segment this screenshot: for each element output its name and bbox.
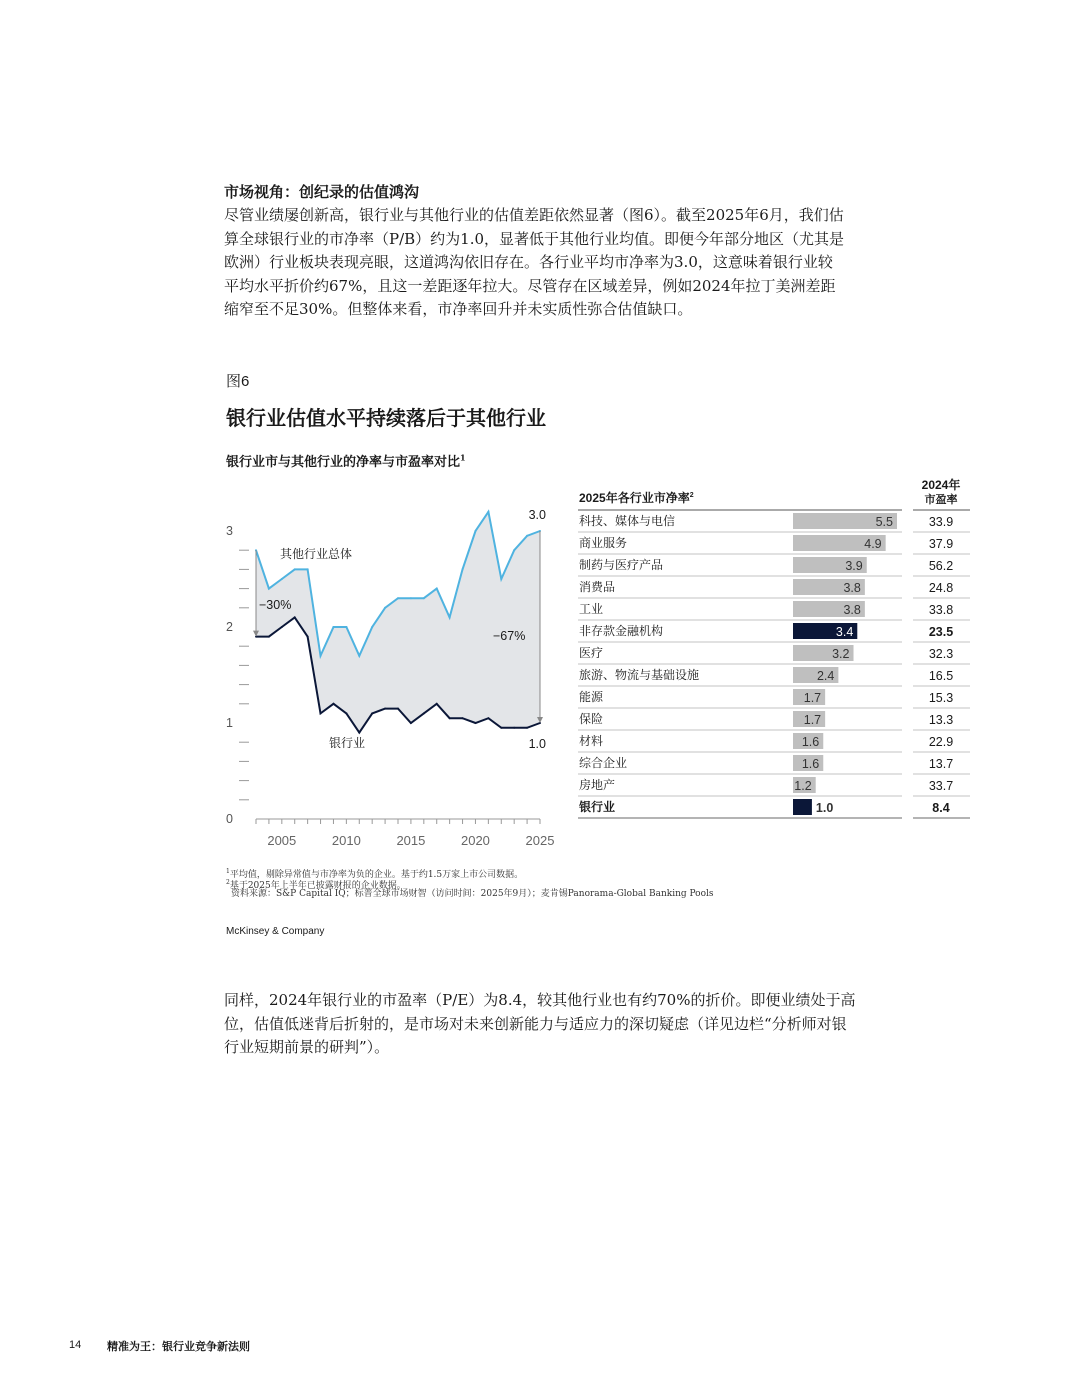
pb-value-label: 1.6 bbox=[801, 735, 820, 749]
annotation-minus-67: −67% bbox=[493, 629, 526, 643]
row-label: 能源 bbox=[579, 690, 604, 704]
figure-subtitle bbox=[226, 451, 466, 470]
pe-value: 56.2 bbox=[928, 559, 954, 573]
x-tick-label: 2025 bbox=[525, 833, 555, 848]
bank-point bbox=[384, 708, 386, 710]
row-label: 制药与医疗产品 bbox=[579, 558, 664, 572]
pe-value: 37.9 bbox=[928, 537, 954, 551]
pb-value-label: 3.2 bbox=[832, 647, 850, 661]
footnote-source: 资料来源：S&P Capital IQ；标普全球市场财智（访问时间：2025年9月）；麦肯锡Panorama-Global Banking Pools bbox=[231, 889, 714, 899]
row-label: 材料 bbox=[579, 734, 604, 748]
pe-value: 24.8 bbox=[928, 581, 954, 595]
table-row bbox=[578, 711, 970, 730]
bank-point bbox=[397, 708, 399, 710]
pe-header-line2: 市盈率 bbox=[924, 494, 958, 506]
paragraph-line: 欧洲）行业板块表现亮眼，这道鸿沟依旧存在。各行业平均市净率为3.0，这意味着银行业较 bbox=[224, 253, 833, 271]
table-row bbox=[578, 535, 970, 554]
x-axis bbox=[256, 819, 554, 848]
page-number: 14 bbox=[69, 1339, 82, 1351]
paragraph-line: 位，估值低迷背后折射的，是市场对未来创新能力与适应力的深切疑虑（详见边栏“分析师对银 bbox=[224, 1014, 847, 1033]
end-value-others: 3.0 bbox=[528, 508, 546, 522]
footnote-1-text: 平均值，剔除异常值与市净率为负的企业。基于约1.5万家上市公司数据。 bbox=[229, 870, 524, 880]
row-label: 商业服务 bbox=[579, 536, 628, 550]
row-label: 旅游、物流与基础设施 bbox=[579, 668, 700, 682]
table-row bbox=[578, 733, 970, 752]
bank-point bbox=[436, 703, 438, 705]
pb-value-label: 1.6 bbox=[801, 757, 820, 771]
pb-value-label: 3.4 bbox=[835, 625, 854, 639]
table-row bbox=[578, 777, 970, 796]
others-point bbox=[371, 626, 373, 628]
x-tick-label: 2005 bbox=[267, 833, 297, 848]
end-value-bank: 1.0 bbox=[528, 737, 546, 751]
pb-value-label: 1.7 bbox=[803, 713, 822, 727]
pb-value-label: 3.8 bbox=[843, 603, 861, 617]
paragraph-line: 同样，2024年银行业的市盈率（P/E）为8.4，较其他行业也有约70%的折价。即便业绩处于高 bbox=[224, 991, 856, 1009]
others-point bbox=[513, 549, 515, 551]
others-point bbox=[268, 588, 270, 590]
others-point bbox=[345, 626, 347, 628]
paragraph-line: 缩窄至不足30%。但整体来看，市净率回升并未实质性弥合估值缺口。 bbox=[224, 300, 693, 318]
pe-value: 13.3 bbox=[928, 713, 954, 727]
y-tick-label: 2 bbox=[226, 620, 233, 634]
others-point bbox=[526, 535, 528, 537]
figure-subtitle-sup: 1 bbox=[460, 452, 466, 463]
pe-value: 23.5 bbox=[928, 625, 954, 639]
others-point bbox=[449, 616, 451, 618]
bar-table-header bbox=[579, 490, 694, 505]
pe-value: 8.4 bbox=[932, 801, 950, 815]
pb-value-label: 4.9 bbox=[864, 537, 882, 551]
bank-point bbox=[513, 727, 515, 729]
row-label: 工业 bbox=[579, 602, 604, 616]
row-label: 保险 bbox=[579, 712, 604, 726]
section-heading: 市场视角：创纪录的估值鸿沟 bbox=[224, 183, 420, 201]
page-footer-title: 精准为王：银行业竞争新法则 bbox=[107, 1340, 250, 1353]
table-row bbox=[578, 623, 970, 642]
pb-value-label: 5.5 bbox=[875, 515, 893, 529]
x-tick-label: 2015 bbox=[396, 833, 426, 848]
table-row bbox=[578, 557, 970, 576]
others-point bbox=[307, 568, 309, 570]
others-point bbox=[423, 597, 425, 599]
y-axis bbox=[226, 524, 249, 826]
table-row bbox=[578, 579, 970, 598]
pb-value-label: 2.4 bbox=[816, 669, 835, 683]
pe-value: 13.7 bbox=[928, 757, 954, 771]
others-point bbox=[462, 568, 464, 570]
table-row bbox=[578, 799, 970, 818]
intro-paragraph bbox=[224, 204, 896, 322]
y-tick-label: 3 bbox=[226, 524, 233, 538]
footnote-1-sup: 1 bbox=[226, 868, 230, 875]
others-series-label: 其他行业总体 bbox=[280, 547, 353, 561]
bank-point bbox=[358, 732, 360, 734]
bar-table-header-text: 2025年各行业市净率 bbox=[579, 491, 690, 505]
others-point bbox=[332, 626, 334, 628]
bank-point bbox=[294, 616, 296, 618]
bank-point bbox=[332, 703, 334, 705]
table-row bbox=[578, 689, 970, 708]
row-label: 房地产 bbox=[579, 778, 616, 792]
row-label: 综合企业 bbox=[579, 756, 628, 770]
pb-value-label: 1.0 bbox=[815, 801, 834, 815]
pe-value: 33.9 bbox=[928, 515, 954, 529]
figure-label: 图6 bbox=[226, 373, 250, 390]
pe-header-line1: 2024年 bbox=[921, 478, 961, 492]
others-point bbox=[384, 607, 386, 609]
x-tick-label: 2020 bbox=[460, 833, 490, 848]
x-tick-label: 2010 bbox=[331, 833, 361, 848]
others-point bbox=[474, 530, 476, 532]
footnote-2-sup: 2 bbox=[226, 879, 230, 886]
bank-point bbox=[423, 712, 425, 714]
pb-bar-table bbox=[575, 472, 975, 827]
row-label: 科技、媒体与电信 bbox=[579, 514, 676, 528]
others-point bbox=[436, 588, 438, 590]
table-row bbox=[578, 755, 970, 774]
pb-value-label: 1.2 bbox=[794, 779, 812, 793]
bank-point bbox=[320, 712, 322, 714]
row-label: 医疗 bbox=[579, 646, 604, 660]
table-row bbox=[578, 667, 970, 686]
pe-value: 22.9 bbox=[928, 735, 954, 749]
others-point bbox=[500, 578, 502, 580]
bar-table-header-sup: 2 bbox=[689, 492, 694, 499]
bank-point bbox=[487, 717, 489, 719]
pb-line-chart bbox=[215, 495, 560, 855]
bank-point bbox=[268, 636, 270, 638]
others-point bbox=[294, 568, 296, 570]
pb-value-label: 3.9 bbox=[845, 559, 863, 573]
row-label: 银行业 bbox=[579, 800, 616, 814]
table-row bbox=[578, 645, 970, 664]
bar-table-rows bbox=[578, 510, 970, 818]
pe-value: 32.3 bbox=[928, 647, 954, 661]
footnote-2-text: 基于2025年上半年已披露财报的企业数据。 bbox=[229, 881, 406, 891]
paragraph-line: 尽管业绩屡创新高，银行业与其他行业的估值差距依然显著（图6）。截至2025年6月，我们估 bbox=[224, 206, 844, 224]
pb-value-label: 1.7 bbox=[803, 691, 822, 705]
bank-point bbox=[526, 727, 528, 729]
others-point bbox=[410, 597, 412, 599]
bank-point bbox=[371, 712, 373, 714]
pe-value: 16.5 bbox=[928, 669, 954, 683]
pb-value-label: 3.8 bbox=[843, 581, 861, 595]
paragraph-line: 平均水平折价约67%，且这一差距逐年拉大。尽管存在区域差异，例如2024年拉丁美洲差距 bbox=[224, 276, 836, 295]
figure-title: 银行业估值水平持续落后于其他行业 bbox=[226, 406, 546, 430]
bank-series-label: 银行业 bbox=[329, 736, 366, 750]
table-row bbox=[578, 601, 970, 620]
pe-value: 33.7 bbox=[928, 779, 954, 793]
pe-value: 15.3 bbox=[928, 691, 954, 705]
others-point bbox=[320, 655, 322, 657]
row-label: 非存款金融机构 bbox=[579, 624, 664, 638]
table-row bbox=[578, 513, 970, 532]
others-point bbox=[487, 511, 489, 513]
bank-point bbox=[500, 727, 502, 729]
bank-point bbox=[307, 636, 309, 638]
paragraph-line: 算全球银行业的市净率（P/B）约为1.0，显著低于其他行业均值。即便今年部分地区（尤其是 bbox=[224, 229, 845, 248]
bank-point bbox=[462, 717, 464, 719]
closing-paragraph bbox=[224, 989, 896, 1060]
brand-label: McKinsey & Company bbox=[226, 926, 325, 937]
row-label: 消费品 bbox=[579, 580, 616, 594]
paragraph-line: 行业短期前景的研判”）。 bbox=[224, 1038, 390, 1056]
bank-point bbox=[281, 626, 283, 628]
y-tick-label: 0 bbox=[226, 812, 233, 826]
bank-point bbox=[474, 722, 476, 724]
bank-point bbox=[345, 712, 347, 714]
others-point bbox=[358, 655, 360, 657]
figure-subtitle-text: 银行业市与其他行业的净率与市盈率对比 bbox=[226, 455, 461, 470]
bank-point bbox=[410, 722, 412, 724]
others-point bbox=[397, 597, 399, 599]
bank-point bbox=[449, 717, 451, 719]
pe-value: 33.8 bbox=[928, 603, 954, 617]
y-tick-label: 1 bbox=[226, 716, 233, 730]
pb-bar bbox=[793, 799, 812, 815]
others-point bbox=[281, 578, 283, 580]
annotation-minus-30: −30% bbox=[259, 598, 292, 612]
